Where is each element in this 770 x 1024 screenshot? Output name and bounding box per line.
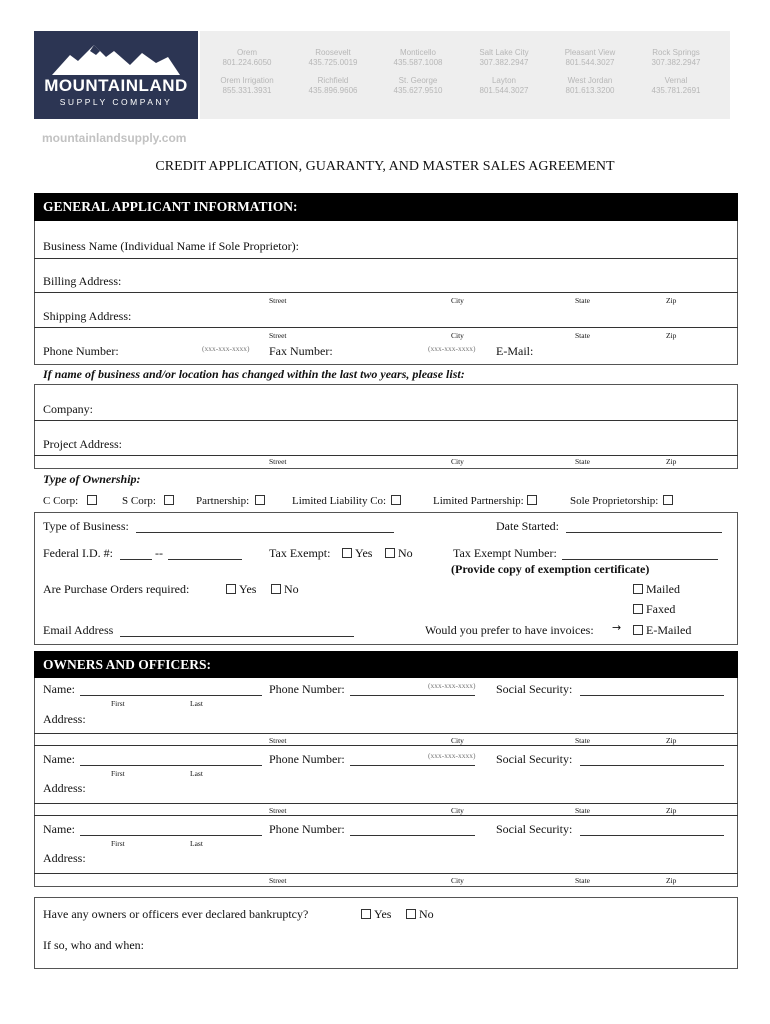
branch-entry: Richfield 435.896.9606 (308, 76, 358, 95)
fax-label: Fax Number: (269, 344, 333, 358)
email-address-label: Email Address (43, 623, 114, 637)
company-field[interactable] (34, 420, 738, 421)
ownership-heading: Type of Ownership: (43, 472, 141, 486)
phone-format-hint: (xxx-xxx-xxxx) (428, 681, 476, 690)
branch-entry: Salt Lake City 307.382.2947 (479, 48, 529, 67)
bankruptcy-yes-checkbox[interactable] (361, 909, 371, 919)
last-name-caption: Last (190, 769, 203, 778)
owner-1-phone-field[interactable] (350, 695, 475, 696)
owner-2-name-label: Name: (43, 752, 75, 766)
invoice-emailed-checkbox[interactable] (633, 625, 643, 635)
date-started-field[interactable] (566, 532, 722, 533)
owner-1-address-field[interactable] (34, 733, 738, 734)
owner-2-ssn-label: Social Security: (496, 752, 573, 766)
billing-address-field[interactable] (34, 292, 738, 293)
email-address-field[interactable] (120, 636, 354, 637)
tax-exempt-yes[interactable]: Yes (339, 546, 372, 561)
phone-format-hint: (xxx-xxx-xxxx) (202, 344, 250, 353)
city-caption: City (451, 876, 464, 885)
state-caption: State (575, 876, 590, 885)
street-caption: Street (269, 457, 287, 466)
bankruptcy-question: Have any owners or officers ever declared bankruptcy? (43, 907, 309, 921)
bankruptcy-yes[interactable]: Yes (358, 907, 391, 922)
street-caption: Street (269, 736, 287, 745)
branch-entry: Vernal 435.781.2691 (651, 76, 701, 95)
email-label: E-Mail: (496, 344, 534, 358)
last-name-caption: Last (190, 699, 203, 708)
city-caption: City (451, 331, 464, 340)
federal-id-prefix-field[interactable] (120, 559, 152, 560)
type-of-business-field[interactable] (136, 532, 394, 533)
invoice-mailed-option[interactable]: Mailed (630, 582, 680, 597)
document-title: CREDIT APPLICATION, GUARANTY, AND MASTER SALES AGREEMENT (155, 159, 615, 174)
state-caption: State (575, 736, 590, 745)
branch-entry: Pleasant View 801.544.3027 (564, 48, 616, 67)
last-name-caption: Last (190, 839, 203, 848)
business-name-label: Business Name (Individual Name if Sole Proprietor): (43, 239, 299, 253)
owner-2-phone-label: Phone Number: (269, 752, 345, 766)
invoice-preference-label: Would you prefer to have invoices: (425, 623, 594, 637)
branch-entry: Monticello 435.587.1008 (393, 48, 443, 67)
federal-id-label: Federal I.D. #: (43, 546, 113, 560)
company-label: Company: (43, 402, 93, 416)
branch-entry: Orem Irrigation 855.331.3931 (220, 76, 274, 95)
phone-format-hint: (xxx-xxx-xxxx) (428, 751, 476, 760)
owner-divider (34, 745, 738, 746)
ownership-option-llc[interactable]: Limited Liability Co: (292, 495, 404, 507)
ownership-option-partnership[interactable]: Partnership: (196, 495, 268, 507)
business-name-field[interactable] (34, 258, 738, 259)
zip-caption: Zip (666, 806, 677, 815)
lp-checkbox[interactable] (527, 495, 537, 505)
owner-2-ssn-field[interactable] (580, 765, 724, 766)
street-caption: Street (269, 806, 287, 815)
billing-address-label: Billing Address: (43, 274, 122, 288)
city-caption: City (451, 296, 464, 305)
owner-3-name-field[interactable] (80, 835, 262, 836)
street-caption: Street (269, 331, 287, 340)
owner-2-address-field[interactable] (34, 803, 738, 804)
first-name-caption: First (111, 839, 125, 848)
federal-id-separator: -- (155, 546, 163, 560)
branch-entry: St. George 435.627.9510 (393, 76, 443, 95)
street-caption: Street (269, 296, 287, 305)
owner-1-address-label: Address: (43, 712, 86, 726)
tax-exempt-label: Tax Exempt: (269, 546, 331, 560)
c-corp-checkbox[interactable] (87, 495, 97, 505)
tax-exempt-yes-checkbox[interactable] (342, 548, 352, 558)
street-caption: Street (269, 876, 287, 885)
owner-3-name-label: Name: (43, 822, 75, 836)
po-yes[interactable]: Yes (223, 582, 256, 597)
state-caption: State (575, 806, 590, 815)
date-started-label: Date Started: (496, 519, 559, 533)
zip-caption: Zip (666, 457, 677, 466)
name-change-section (34, 384, 738, 469)
partnership-checkbox[interactable] (255, 495, 265, 505)
branch-entry: Roosevelt 435.725.0019 (308, 48, 358, 67)
owner-2-address-label: Address: (43, 781, 86, 795)
owner-3-ssn-label: Social Security: (496, 822, 573, 836)
owners-heading: OWNERS AND OFFICERS: (34, 651, 738, 678)
po-no-checkbox[interactable] (271, 584, 281, 594)
owner-3-phone-field[interactable] (350, 835, 475, 836)
project-address-label: Project Address: (43, 437, 122, 451)
website-link[interactable]: mountainlandsupply.com (42, 131, 187, 145)
city-caption: City (451, 457, 464, 466)
zip-caption: Zip (666, 296, 677, 305)
mountain-logo-icon (34, 33, 198, 78)
federal-id-suffix-field[interactable] (168, 559, 242, 560)
city-caption: City (451, 736, 464, 745)
shipping-address-field[interactable] (34, 327, 738, 328)
bankruptcy-no[interactable]: No (403, 907, 434, 922)
ownership-option-lp[interactable]: Limited Partnership: (433, 495, 540, 507)
owner-1-phone-label: Phone Number: (269, 682, 345, 696)
invoice-faxed-option[interactable]: Faxed (630, 602, 675, 617)
type-of-business-label: Type of Business: (43, 519, 129, 533)
ownership-option-s-corp[interactable]: S Corp: (122, 495, 177, 507)
name-change-heading: If name of business and/or location has changed within the last two years, please list: (43, 367, 465, 381)
branch-entry: Rock Springs 307.382.2947 (651, 48, 701, 67)
ownership-option-c-corp[interactable]: C Corp: (43, 495, 100, 507)
general-info-heading: GENERAL APPLICANT INFORMATION: (34, 193, 738, 221)
tax-exempt-no-checkbox[interactable] (385, 548, 395, 558)
tax-exempt-no[interactable]: No (382, 546, 413, 561)
owner-3-ssn-field[interactable] (580, 835, 724, 836)
purchase-orders-label: Are Purchase Orders required: (43, 582, 190, 596)
tax-exempt-number-label: Tax Exempt Number: (453, 546, 557, 560)
brand-name: MOUNTAINLAND (44, 76, 188, 95)
po-yes-checkbox[interactable] (226, 584, 236, 594)
owner-2-phone-field[interactable] (350, 765, 475, 766)
first-name-caption: First (111, 769, 125, 778)
owner-2-name-field[interactable] (80, 765, 262, 766)
zip-caption: Zip (666, 736, 677, 745)
first-name-caption: First (111, 699, 125, 708)
owner-3-address-label: Address: (43, 851, 86, 865)
zip-caption: Zip (666, 876, 677, 885)
company-logo (34, 31, 198, 119)
fax-format-hint: (xxx-xxx-xxxx) (428, 344, 476, 353)
owners-section (34, 651, 738, 887)
invoice-emailed-option[interactable]: E-Mailed (630, 623, 691, 638)
shipping-address-label: Shipping Address: (43, 309, 132, 323)
state-caption: State (575, 296, 590, 305)
branch-entry: Layton 801.544.3027 (479, 76, 529, 95)
branch-entry: West Jordan 801.613.3200 (565, 76, 615, 95)
branch-entry: Orem 801.224.6050 (222, 48, 272, 67)
llc-checkbox[interactable] (391, 495, 401, 505)
sole-proprietorship-checkbox[interactable] (663, 495, 673, 505)
tax-exempt-number-field[interactable] (562, 559, 718, 560)
city-caption: City (451, 806, 464, 815)
owner-3-address-field[interactable] (34, 873, 738, 874)
invoice-mailed-checkbox[interactable] (633, 584, 643, 594)
owner-3-phone-label: Phone Number: (269, 822, 345, 836)
zip-caption: Zip (666, 331, 677, 340)
state-caption: State (575, 331, 590, 340)
project-address-field[interactable] (34, 455, 738, 456)
bankruptcy-no-checkbox[interactable] (406, 909, 416, 919)
ownership-option-sole[interactable]: Sole Proprietorship: (570, 495, 676, 507)
po-no[interactable]: No (268, 582, 299, 597)
s-corp-checkbox[interactable] (164, 495, 174, 505)
arrow-right-icon: → (612, 621, 622, 634)
bankruptcy-follow-up-label: If so, who and when: (43, 938, 144, 952)
owner-1-ssn-label: Social Security: (496, 682, 573, 696)
branch-directory (200, 31, 730, 119)
phone-label: Phone Number: (43, 344, 119, 358)
brand-subtitle: SUPPLY COMPANY (59, 97, 173, 107)
owner-divider (34, 815, 738, 816)
owner-1-ssn-field[interactable] (580, 695, 724, 696)
invoice-faxed-checkbox[interactable] (633, 604, 643, 614)
owner-1-name-field[interactable] (80, 695, 262, 696)
owner-1-name-label: Name: (43, 682, 75, 696)
exemption-certificate-note: (Provide copy of exemption certificate) (451, 562, 650, 576)
state-caption: State (575, 457, 590, 466)
